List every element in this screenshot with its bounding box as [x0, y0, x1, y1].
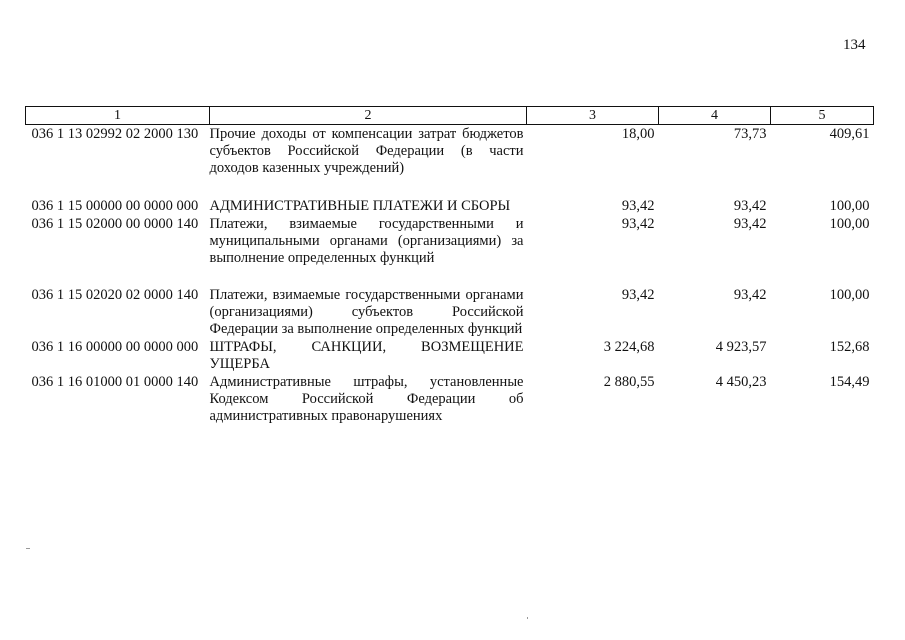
- value-col4-cell: 73,73: [733, 126, 767, 142]
- budget-code-cell: 036 1 16 00000 00 0000 000: [31, 339, 199, 355]
- budget-code-cell: 036 1 13 02992 02 2000 130: [31, 126, 199, 142]
- budget-code-cell: 036 1 15 02000 00 0000 140: [31, 216, 199, 232]
- column-header-1: 1: [26, 107, 210, 125]
- budget-code-cell: 036 1 15 00000 00 0000 000: [31, 198, 199, 214]
- table-row: [26, 215, 874, 286]
- value-col3-cell: 93,42: [621, 216, 655, 232]
- revenue-name-cell: Прочие доходы от компенсации затрат бюджетов субъектов Российской Федерации (в части доходов казенных учреждений): [209, 126, 524, 176]
- page-number: 134: [843, 37, 866, 53]
- value-col3-cell: 2 880,55: [603, 374, 655, 390]
- revenue-name-cell: Платежи, взимаемые государственными органами (организациями) субъектов Российской Федерации за выполнение определенных функций: [209, 287, 524, 337]
- value-col3-cell: 93,42: [621, 287, 655, 303]
- table-row: [26, 125, 874, 198]
- value-col3-cell: 3 224,68: [603, 339, 655, 355]
- scan-speck: [26, 548, 30, 549]
- value-col5-cell: 100,00: [829, 198, 870, 214]
- column-header-2: 2: [210, 107, 527, 125]
- budget-code-cell: 036 1 16 01000 01 0000 140: [31, 374, 199, 390]
- value-col5-cell: 409,61: [829, 126, 870, 142]
- column-header-5: 5: [771, 107, 874, 125]
- value-col3-cell: 93,42: [621, 198, 655, 214]
- table-row: [26, 286, 874, 338]
- revenue-name-cell: АДМИНИСТРАТИВНЫЕ ПЛАТЕЖИ И СБОРЫ: [209, 198, 511, 214]
- budget-code-cell: 036 1 15 02020 02 0000 140: [31, 287, 199, 303]
- value-col5-cell: 100,00: [829, 216, 870, 232]
- value-col5-cell: 154,49: [829, 374, 870, 390]
- budget-revenue-table: [25, 106, 874, 425]
- column-header-3: 3: [527, 107, 659, 125]
- value-col5-cell: 100,00: [829, 287, 870, 303]
- revenue-name-cell: Платежи, взимаемые государственными и муниципальными органами (организациями) за выполнение определенных функций: [209, 216, 524, 266]
- scan-speck: [527, 617, 528, 619]
- table-header-row: [26, 107, 874, 125]
- revenue-name-cell: ШТРАФЫ, САНКЦИИ, ВОЗМЕЩЕНИЕ УЩЕРБА: [209, 339, 524, 372]
- value-col4-cell: 93,42: [733, 216, 767, 232]
- revenue-name-cell: Административные штрафы, установленные Кодексом Российской Федерации об административных правонарушениях: [209, 374, 524, 424]
- value-col5-cell: 152,68: [829, 339, 870, 355]
- value-col4-cell: 4 450,23: [715, 374, 767, 390]
- value-col4-cell: 93,42: [733, 198, 767, 214]
- value-col4-cell: 93,42: [733, 287, 767, 303]
- value-col3-cell: 18,00: [621, 126, 655, 142]
- column-header-4: 4: [659, 107, 771, 125]
- table-row: [26, 338, 874, 373]
- value-col4-cell: 4 923,57: [715, 339, 767, 355]
- table-row: [26, 373, 874, 425]
- table-row: [26, 197, 874, 215]
